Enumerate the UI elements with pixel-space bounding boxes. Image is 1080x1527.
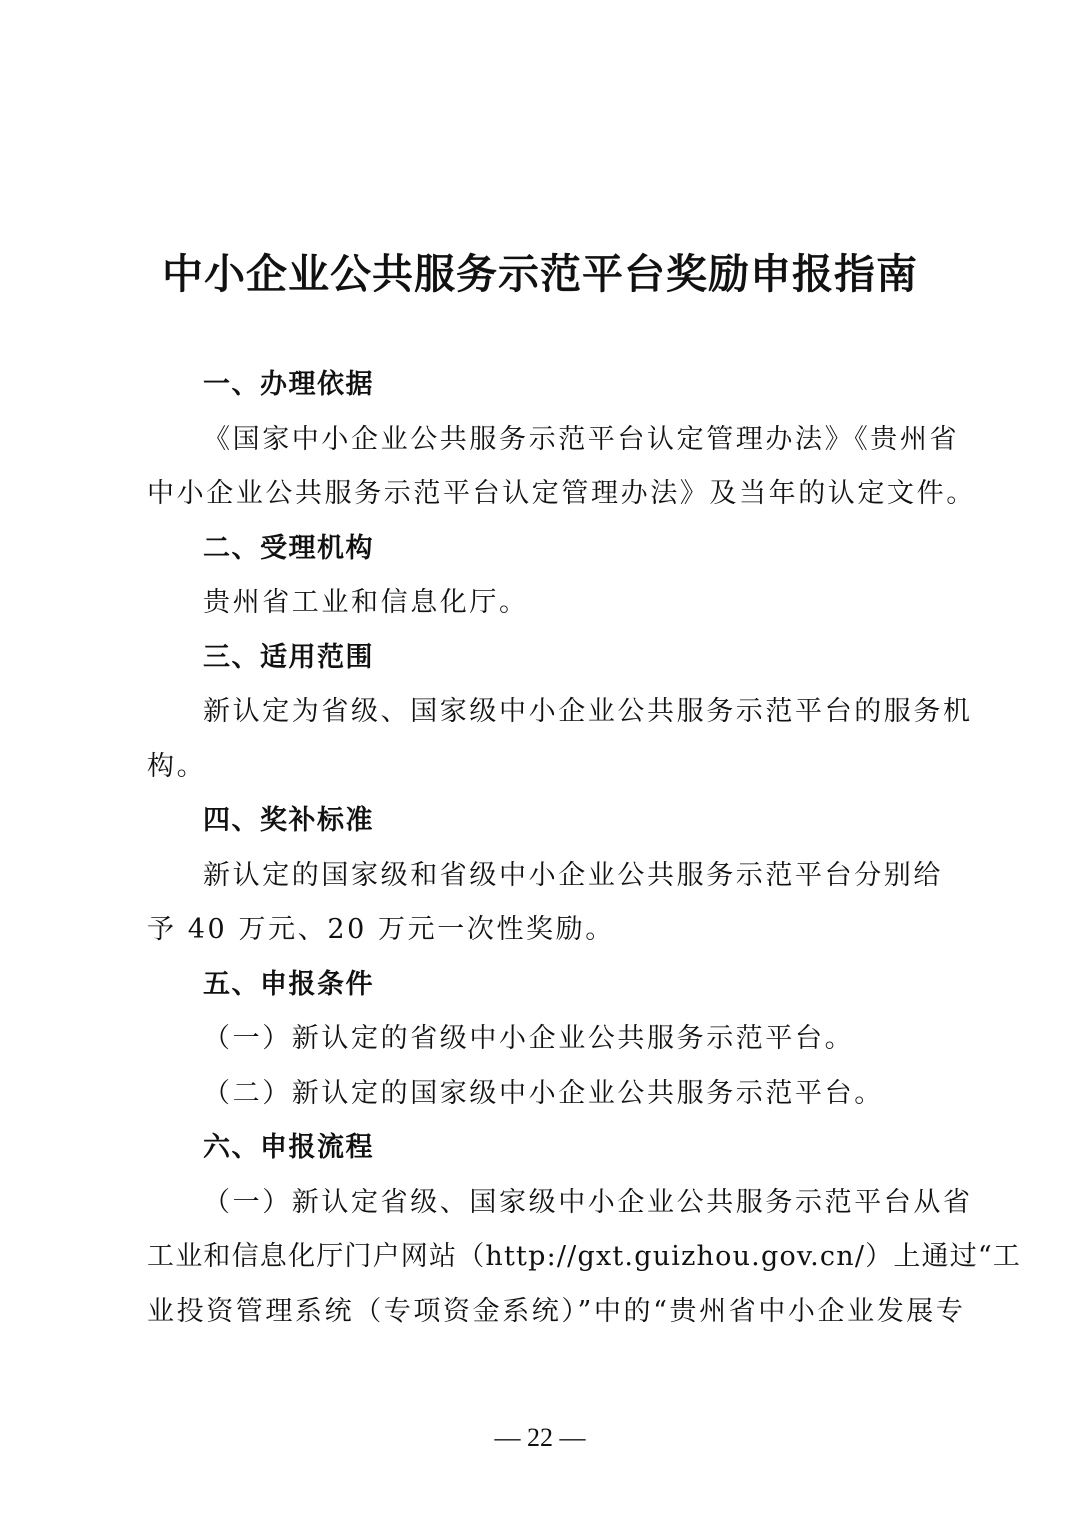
section-heading-agency: 二、受理机构 — [203, 532, 374, 564]
section-heading-standard: 四、奖补标准 — [203, 805, 374, 836]
paragraph-line: 新认定为省级、国家级中小企业公共服务示范平台的服务机 — [203, 696, 973, 727]
paragraph-line: （一）新认定的省级中小企业公共服务示范平台。 — [203, 1023, 855, 1054]
paragraph-line: 中小企业公共服务示范平台认定管理办法》及当年的认定文件。 — [147, 478, 976, 509]
paragraph-line: 贵州省工业和信息化厅。 — [203, 587, 529, 618]
paragraph-line: （二）新认定的国家级中小企业公共服务示范平台。 — [203, 1077, 884, 1109]
document-title: 中小企业公共服务示范平台奖励申报指南 — [162, 250, 918, 298]
section-heading-scope: 三、适用范围 — [203, 641, 374, 673]
section-heading-conditions: 五、申报条件 — [203, 968, 374, 1000]
paragraph-line: 《国家中小企业公共服务示范平台认定管理办法》《贵州省 — [203, 423, 960, 455]
page-number: — 22 — — [494, 1423, 586, 1452]
paragraph-line: 新认定的国家级和省级中小企业公共服务示范平台分别给 — [203, 859, 943, 891]
paragraph-line: 构。 — [147, 750, 207, 782]
paragraph-line-with-url: 工业和信息化厅门户网站（http://gxt.guizhou.gov.cn/）上通过“工 — [147, 1241, 1022, 1272]
section-heading-basis: 一、办理依据 — [203, 369, 374, 400]
paragraph-line: （一）新认定省级、国家级中小企业公共服务示范平台从省 — [203, 1186, 973, 1218]
paragraph-line: 业投资管理系统（专项资金系统）”中的“贵州省中小企业发展专 — [147, 1295, 966, 1327]
paragraph-line: 予 40 万元、20 万元一次性奖励。 — [147, 914, 615, 945]
section-heading-process: 六、申报流程 — [203, 1132, 374, 1163]
document-body — [147, 358, 1022, 1339]
